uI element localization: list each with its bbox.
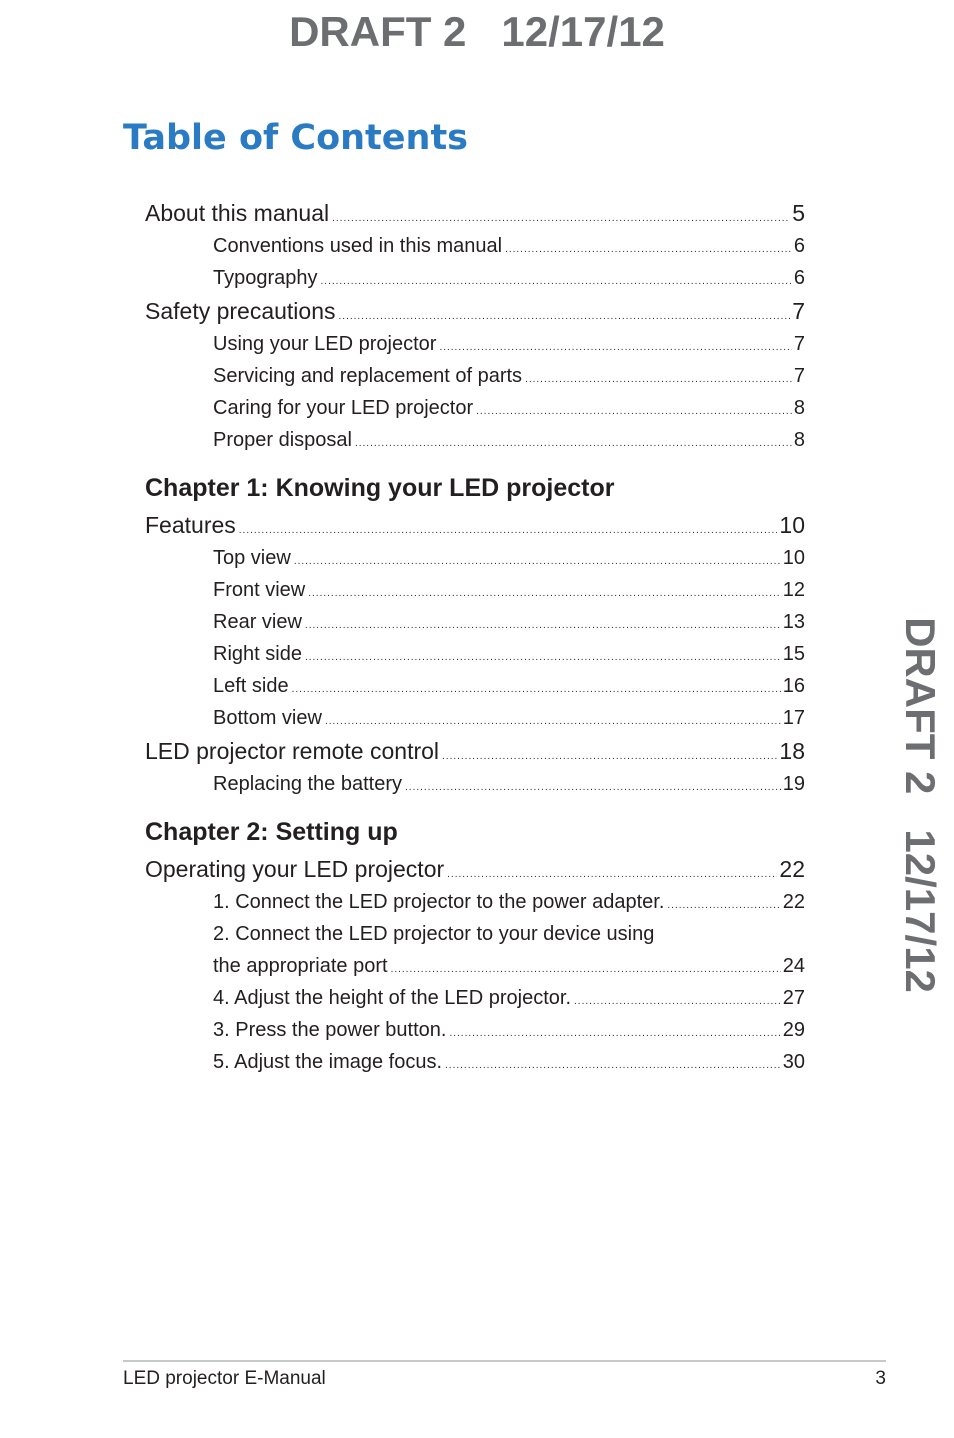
draft-watermark-top: DRAFT 2 12/17/12: [289, 8, 665, 55]
toc-subentry-top-view[interactable]: Top view ..... 10: [145, 542, 805, 574]
footer-divider: [123, 1360, 886, 1362]
toc-subentry-using-projector[interactable]: Using your LED projector ..... 7: [145, 328, 805, 360]
toc-subentry-rear-view[interactable]: Rear view ..... 13: [145, 606, 805, 638]
toc-subentry-servicing[interactable]: Servicing and replacement of parts ..... 7: [145, 360, 805, 392]
toc-subentry-conventions[interactable]: Conventions used in this manual ..... 6: [145, 230, 805, 262]
chapter-2-heading: Chapter 2: Setting up: [145, 818, 398, 846]
toc-subentry-disposal[interactable]: Proper disposal ..... 8: [145, 424, 805, 456]
toc-subentry-caring[interactable]: Caring for your LED projector ..... 8: [145, 392, 805, 424]
toc-subentry-right-side[interactable]: Right side ..... 15: [145, 638, 805, 670]
toc-entry-remote-control[interactable]: LED projector remote control ..... 18: [145, 734, 805, 768]
toc-step-connect-power[interactable]: 1. Connect the LED projector to the power adapter. ..... 22: [145, 886, 805, 918]
toc-subentry-bottom-view[interactable]: Bottom view ..... 17: [145, 702, 805, 734]
toc-subentry-left-side[interactable]: Left side ..... 16: [145, 670, 805, 702]
footer-manual-name: LED projector E-Manual: [123, 1368, 326, 1389]
toc-entry-operating-projector[interactable]: Operating your LED projector ..... 22: [145, 852, 805, 886]
toc-subentry-replacing-battery[interactable]: Replacing the battery ..... 19: [145, 768, 805, 800]
table-of-contents: [145, 196, 805, 1078]
toc-step-connect-device-line1[interactable]: 2. Connect the LED projector to your device using: [213, 923, 655, 945]
page-title: Table of Contents: [123, 118, 469, 158]
toc-step-connect-device-line2[interactable]: the appropriate port ..... 24: [145, 950, 805, 982]
chapter-1-heading: Chapter 1: Knowing your LED projector: [145, 474, 615, 502]
toc-step-press-power[interactable]: 3. Press the power button. ..... 29: [145, 1014, 805, 1046]
toc-entry-about-this-manual[interactable]: About this manual ..... 5: [145, 196, 805, 230]
toc-subentry-typography[interactable]: Typography ..... 6: [145, 262, 805, 294]
toc-step-adjust-focus[interactable]: 5. Adjust the image focus. ..... 30: [145, 1046, 805, 1078]
draft-watermark-side: DRAFT 2 12/17/12: [897, 617, 944, 993]
toc-entry-features[interactable]: Features ..... 10: [145, 508, 805, 542]
footer-page-number: 3: [875, 1368, 886, 1389]
toc-entry-safety-precautions[interactable]: Safety precautions ..... 7: [145, 294, 805, 328]
toc-subentry-front-view[interactable]: Front view ..... 12: [145, 574, 805, 606]
toc-step-adjust-height[interactable]: 4. Adjust the height of the LED projector. ..... 27: [145, 982, 805, 1014]
